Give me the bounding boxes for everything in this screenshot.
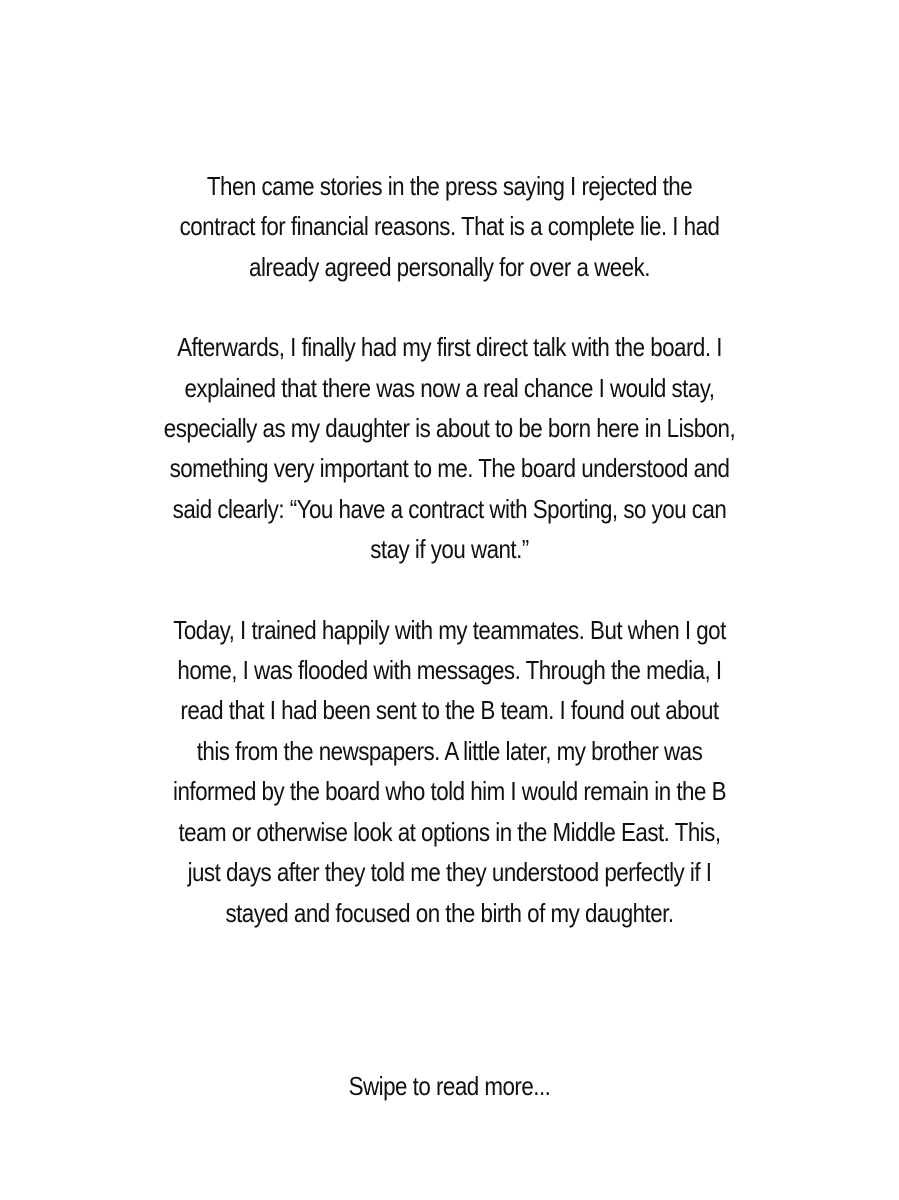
text-line: read that I had been sent to the B team. I found out about xyxy=(180,695,719,726)
text-line: said clearly: “You have a contract with Sporting, so you can xyxy=(172,493,727,524)
text-line: Afterwards, I finally had my first direct talk with the board. I xyxy=(177,332,722,363)
text-line: stayed and focused on the birth of my daughter. xyxy=(225,897,674,928)
text-line: home, I was flooded with messages. Through the media, I xyxy=(177,655,722,686)
text-line: Today, I trained happily with my teammates. But when I got xyxy=(173,614,726,645)
text-line: especially as my daughter is about to be born here in Lisbon, xyxy=(163,413,736,444)
text-line: team or otherwise look at options in the Middle East. This, xyxy=(178,816,721,847)
text-line: explained that there was now a real chance I would stay, xyxy=(184,372,715,403)
text-line: something very important to me. The board understood and xyxy=(169,453,730,484)
text-line: just days after they told me they understood perfectly if I xyxy=(187,857,712,888)
text-line: Then came stories in the press saying I rejected the xyxy=(206,171,693,201)
swipe-prompt: Swipe to read more... xyxy=(348,1071,551,1101)
paragraph-board-talk xyxy=(63,327,836,569)
paragraph-press-stories xyxy=(63,166,836,287)
text-line: contract for financial reasons. That is a complete lie. I had xyxy=(179,211,720,242)
text-line: stay if you want.” xyxy=(370,534,529,565)
statement-text xyxy=(63,166,836,973)
text-line: this from the newspapers. A little later, my brother was xyxy=(196,735,703,766)
paragraph-b-team-news xyxy=(63,610,836,933)
text-line: informed by the board who told him I would remain in the B xyxy=(172,776,726,807)
text-line: already agreed personally for over a week. xyxy=(249,251,650,282)
